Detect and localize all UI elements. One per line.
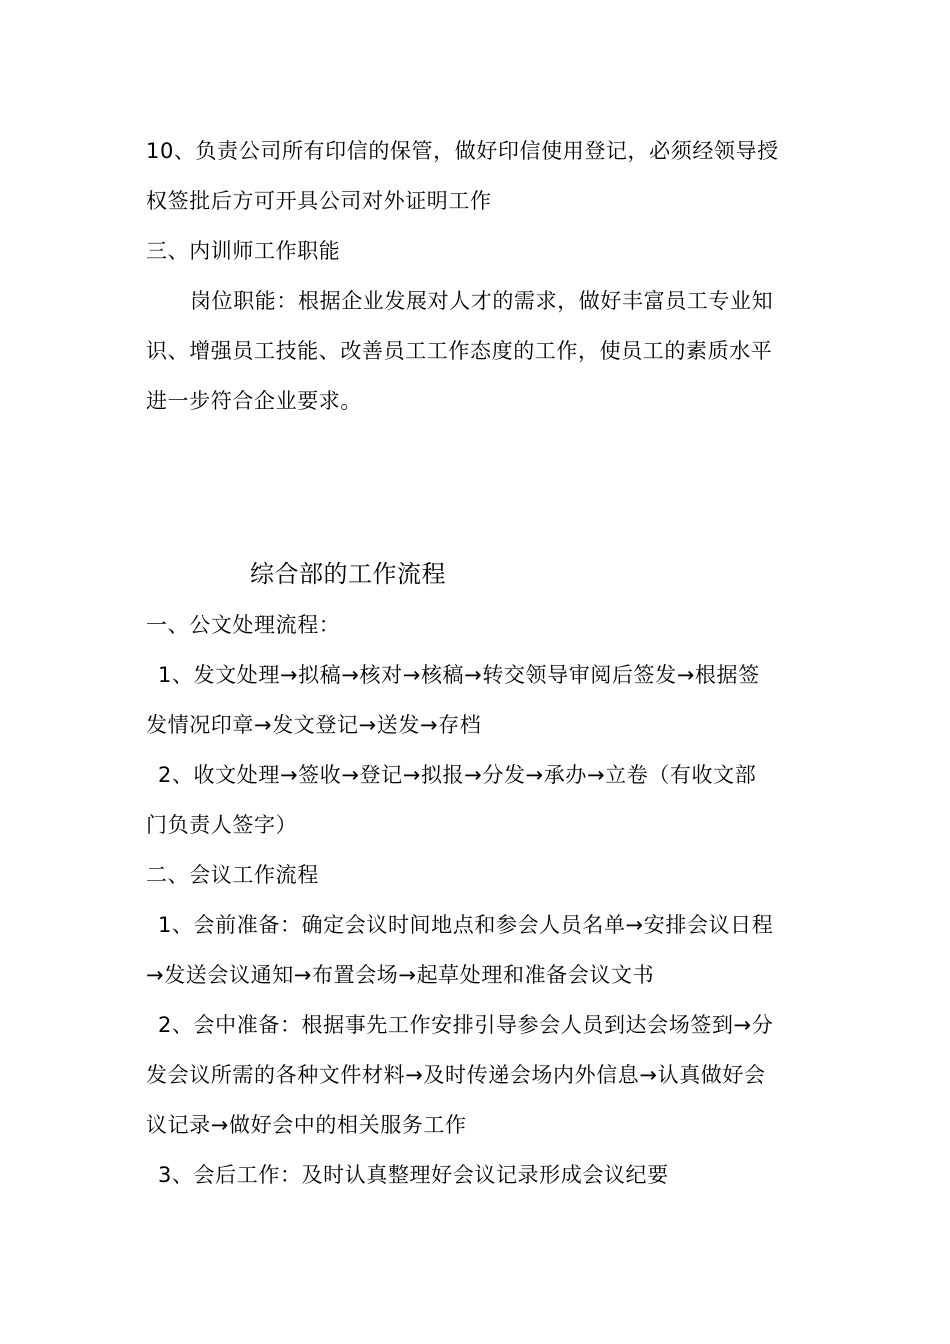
receive-process-line-2: 门负责人签字） (146, 813, 298, 837)
send-process-line-1: 1、发文处理→拟稿→核对→核稿→转交领导审阅后签发→根据签 (158, 663, 760, 687)
duty-paragraph-line-1: 岗位职能：根据企业发展对人才的需求，做好丰富员工专业知 (190, 289, 774, 313)
send-process-line-2: 发情况印章→发文登记→送发→存档 (146, 713, 482, 737)
heading-meeting-process: 二、会议工作流程 (146, 863, 319, 887)
section-title: 综合部的工作流程 (250, 560, 446, 588)
heading-trainer-duties: 三、内训师工作职能 (146, 239, 341, 263)
pre-meeting-line-1: 1、会前准备：确定会议时间地点和参会人员名单→安排会议日程 (158, 913, 774, 937)
in-meeting-line-3: 议记录→做好会中的相关服务工作 (146, 1113, 467, 1137)
in-meeting-line-2: 发会议所需的各种文件材料→及时传递会场内外信息→认真做好会 (146, 1063, 766, 1087)
in-meeting-line-1: 2、会中准备：根据事先工作安排引导参会人员到达会场签到→分 (158, 1013, 774, 1037)
duty-paragraph-line-3: 进一步符合企业要求。 (146, 389, 362, 413)
post-meeting-line-1: 3、会后工作：及时认真整理好会议记录形成会议纪要 (158, 1163, 669, 1187)
heading-document-process: 一、公文处理流程： (146, 613, 341, 637)
pre-meeting-line-2: →发送会议通知→布置会场→起草处理和准备会议文书 (146, 963, 655, 987)
duty-paragraph-line-2: 识、增强员工技能、改善员工工作态度的工作，使员工的素质水平 (146, 339, 773, 363)
item-10-line-2: 权签批后方可开具公司对外证明工作 (146, 189, 492, 213)
item-10-line-1: 10、负责公司所有印信的保管，做好印信使用登记，必须经领导授 (146, 139, 779, 163)
receive-process-line-1: 2、收文处理→签收→登记→拟报→分发→承办→立卷（有收文部 (158, 763, 757, 787)
